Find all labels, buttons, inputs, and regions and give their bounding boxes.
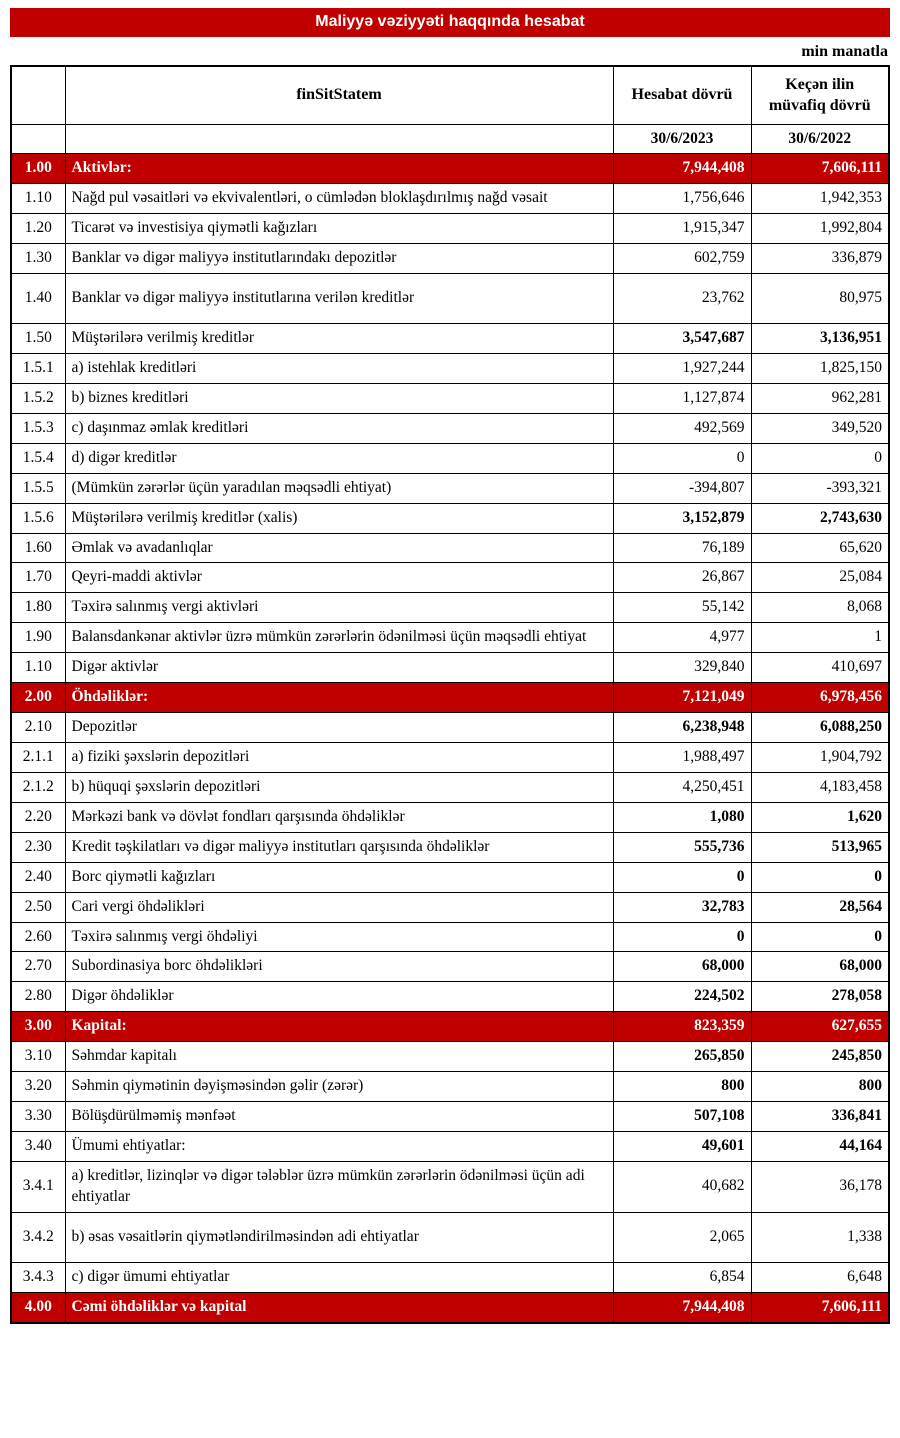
row-label: Aktivlər: xyxy=(65,154,613,184)
row-label: Depozitlər xyxy=(65,713,613,743)
row-label: Cəmi öhdəliklər və kapital xyxy=(65,1292,613,1322)
row-value-current: 1,080 xyxy=(613,802,751,832)
row-code: 2.60 xyxy=(11,922,65,952)
row-code: 1.20 xyxy=(11,214,65,244)
row-value-current: 602,759 xyxy=(613,244,751,274)
row-code: 1.5.3 xyxy=(11,413,65,443)
row-value-current: 3,547,687 xyxy=(613,324,751,354)
row-code: 3.4.3 xyxy=(11,1262,65,1292)
row-value-current: 23,762 xyxy=(613,274,751,324)
table-row xyxy=(11,154,889,184)
table-row xyxy=(11,713,889,743)
row-label: Digər öhdəliklər xyxy=(65,982,613,1012)
row-value-current: 7,121,049 xyxy=(613,683,751,713)
unit-note: min manatla xyxy=(801,43,888,60)
table-row xyxy=(11,383,889,413)
table-row xyxy=(11,533,889,563)
row-value-prior: 28,564 xyxy=(751,892,889,922)
table-row xyxy=(11,772,889,802)
row-value-prior: 68,000 xyxy=(751,952,889,982)
row-label: Səhmdar kapitalı xyxy=(65,1042,613,1072)
row-value-prior: 0 xyxy=(751,922,889,952)
row-code: 2.20 xyxy=(11,802,65,832)
row-code: 1.80 xyxy=(11,593,65,623)
row-code: 3.20 xyxy=(11,1072,65,1102)
row-value-prior: 4,183,458 xyxy=(751,772,889,802)
row-label: Ticarət və investisiya qiymətli kağızları xyxy=(65,214,613,244)
row-code: 2.70 xyxy=(11,952,65,982)
header-code-cell xyxy=(11,66,65,124)
row-code: 2.00 xyxy=(11,683,65,713)
table-row xyxy=(11,1072,889,1102)
row-value-current: 1,127,874 xyxy=(613,383,751,413)
table-row xyxy=(11,274,889,324)
report-title: Maliyyə vəziyyəti haqqında hesabat xyxy=(315,13,585,30)
row-code: 1.40 xyxy=(11,274,65,324)
row-code: 1.5.5 xyxy=(11,473,65,503)
row-label: Subordinasiya borc öhdəlikləri xyxy=(65,952,613,982)
row-label: Kapital: xyxy=(65,1012,613,1042)
row-value-current: 6,854 xyxy=(613,1262,751,1292)
row-code: 1.00 xyxy=(11,154,65,184)
table-body xyxy=(11,154,889,1323)
row-value-prior: 25,084 xyxy=(751,563,889,593)
row-value-current: 68,000 xyxy=(613,952,751,982)
row-label: c) digər ümumi ehtiyatlar xyxy=(65,1262,613,1292)
report-title-bar xyxy=(10,8,890,37)
table-row xyxy=(11,832,889,862)
row-value-current: 800 xyxy=(613,1072,751,1102)
row-code: 2.40 xyxy=(11,862,65,892)
row-label: Əmlak və avadanlıqlar xyxy=(65,533,613,563)
row-label: Banklar və digər maliyyə institutlarındakı depozitlər xyxy=(65,244,613,274)
row-code: 1.5.2 xyxy=(11,383,65,413)
table-row xyxy=(11,593,889,623)
row-code: 1.5.4 xyxy=(11,443,65,473)
table-row xyxy=(11,922,889,952)
row-value-current: 3,152,879 xyxy=(613,503,751,533)
row-value-prior: 962,281 xyxy=(751,383,889,413)
table-row xyxy=(11,443,889,473)
table-row xyxy=(11,1292,889,1322)
row-code: 1.50 xyxy=(11,324,65,354)
row-value-prior: 0 xyxy=(751,443,889,473)
header-dates-row xyxy=(11,124,889,154)
row-value-current: 6,238,948 xyxy=(613,713,751,743)
header-current-period: Hesabat dövrü xyxy=(613,66,751,124)
table-row xyxy=(11,892,889,922)
table-row xyxy=(11,1042,889,1072)
row-value-prior: 7,606,111 xyxy=(751,154,889,184)
row-code: 1.70 xyxy=(11,563,65,593)
row-value-current: 1,756,646 xyxy=(613,184,751,214)
row-value-current: 1,988,497 xyxy=(613,743,751,773)
row-label: Təxirə salınmış vergi aktivləri xyxy=(65,593,613,623)
table-row xyxy=(11,244,889,274)
row-value-prior: 65,620 xyxy=(751,533,889,563)
row-value-current: 76,189 xyxy=(613,533,751,563)
row-value-current: 1,915,347 xyxy=(613,214,751,244)
table-row xyxy=(11,743,889,773)
table-row xyxy=(11,1012,889,1042)
row-value-current: 492,569 xyxy=(613,413,751,443)
row-code: 3.4.2 xyxy=(11,1212,65,1262)
row-value-prior: 1,338 xyxy=(751,1212,889,1262)
row-code: 2.30 xyxy=(11,832,65,862)
row-code: 1.30 xyxy=(11,244,65,274)
row-label: Borc qiymətli kağızları xyxy=(65,862,613,892)
row-label: Təxirə salınmış vergi öhdəliyi xyxy=(65,922,613,952)
row-label: a) istehlak kreditləri xyxy=(65,354,613,384)
financial-position-table xyxy=(10,65,890,1324)
date-prior: 30/6/2022 xyxy=(751,124,889,154)
row-value-current: 1,927,244 xyxy=(613,354,751,384)
row-code: 3.40 xyxy=(11,1132,65,1162)
header-prior-period: Keçən ilin müvafiq dövrü xyxy=(751,66,889,124)
row-label: Bölüşdürülməmiş mənfəət xyxy=(65,1102,613,1132)
row-value-current: 555,736 xyxy=(613,832,751,862)
row-value-prior: 800 xyxy=(751,1072,889,1102)
row-code: 1.60 xyxy=(11,533,65,563)
row-code: 2.1.2 xyxy=(11,772,65,802)
row-code: 1.5.6 xyxy=(11,503,65,533)
table-row xyxy=(11,1212,889,1262)
row-value-prior: 44,164 xyxy=(751,1132,889,1162)
row-label: Digər aktivlər xyxy=(65,653,613,683)
row-value-current: 4,977 xyxy=(613,623,751,653)
table-row xyxy=(11,473,889,503)
row-label: Öhdəliklər: xyxy=(65,683,613,713)
row-value-prior: -393,321 xyxy=(751,473,889,503)
table-row xyxy=(11,1161,889,1212)
row-value-prior: 6,978,456 xyxy=(751,683,889,713)
row-value-current: 7,944,408 xyxy=(613,154,751,184)
row-value-prior: 1,942,353 xyxy=(751,184,889,214)
date-current: 30/6/2023 xyxy=(613,124,751,154)
row-label: Nağd pul vəsaitləri və ekvivalentləri, o cümlədən bloklaşdırılmış nağd vəsait xyxy=(65,184,613,214)
row-value-current: -394,807 xyxy=(613,473,751,503)
table-row xyxy=(11,413,889,443)
row-code: 1.10 xyxy=(11,653,65,683)
table-row xyxy=(11,623,889,653)
row-value-prior: 36,178 xyxy=(751,1161,889,1212)
row-value-current: 4,250,451 xyxy=(613,772,751,802)
row-value-prior: 278,058 xyxy=(751,982,889,1012)
row-value-prior: 6,648 xyxy=(751,1262,889,1292)
row-value-current: 40,682 xyxy=(613,1161,751,1212)
row-label: Banklar və digər maliyyə institutlarına verilən kreditlər xyxy=(65,274,613,324)
row-label: Balansdankənar aktivlər üzrə mümkün zərərlərin ödənilməsi üçün məqsədli ehtiyat xyxy=(65,623,613,653)
row-label: a) fiziki şəxslərin depozitləri xyxy=(65,743,613,773)
row-label: b) hüquqi şəxslərin depozitləri xyxy=(65,772,613,802)
table-row xyxy=(11,802,889,832)
row-value-current: 0 xyxy=(613,443,751,473)
row-value-prior: 6,088,250 xyxy=(751,713,889,743)
header-statement-name: finSitStatem xyxy=(65,66,613,124)
row-value-current: 224,502 xyxy=(613,982,751,1012)
table-row xyxy=(11,952,889,982)
row-value-prior: 336,841 xyxy=(751,1102,889,1132)
table-header xyxy=(11,66,889,154)
row-label: c) daşınmaz əmlak kreditləri xyxy=(65,413,613,443)
row-value-current: 7,944,408 xyxy=(613,1292,751,1322)
row-value-prior: 3,136,951 xyxy=(751,324,889,354)
row-label: Müştərilərə verilmiş kreditlər xyxy=(65,324,613,354)
row-value-prior: 7,606,111 xyxy=(751,1292,889,1322)
row-value-prior: 1,825,150 xyxy=(751,354,889,384)
row-code: 3.30 xyxy=(11,1102,65,1132)
table-row xyxy=(11,184,889,214)
table-row xyxy=(11,324,889,354)
row-label: a) kreditlər, lizinqlər və digər tələblər üzrə mümkün zərərlərin ödənilməsi üçün adi ehtiyatlar xyxy=(65,1161,613,1212)
table-row xyxy=(11,1132,889,1162)
row-value-current: 0 xyxy=(613,862,751,892)
row-label: Qeyri-maddi aktivlər xyxy=(65,563,613,593)
row-value-prior: 410,697 xyxy=(751,653,889,683)
dates-label-cell xyxy=(65,124,613,154)
row-value-prior: 80,975 xyxy=(751,274,889,324)
row-value-prior: 1,620 xyxy=(751,802,889,832)
row-value-prior: 2,743,630 xyxy=(751,503,889,533)
row-value-prior: 1,992,804 xyxy=(751,214,889,244)
row-value-current: 0 xyxy=(613,922,751,952)
row-value-current: 507,108 xyxy=(613,1102,751,1132)
row-value-current: 26,867 xyxy=(613,563,751,593)
table-row xyxy=(11,563,889,593)
row-label: (Mümkün zərərlər üçün yaradılan məqsədli ehtiyat) xyxy=(65,473,613,503)
row-label: Cari vergi öhdəlikləri xyxy=(65,892,613,922)
row-code: 2.80 xyxy=(11,982,65,1012)
dates-code-cell xyxy=(11,124,65,154)
row-value-prior: 336,879 xyxy=(751,244,889,274)
table-row xyxy=(11,982,889,1012)
row-label: Müştərilərə verilmiş kreditlər (xalis) xyxy=(65,503,613,533)
table-row xyxy=(11,683,889,713)
row-value-current: 823,359 xyxy=(613,1012,751,1042)
table-row xyxy=(11,1262,889,1292)
row-code: 3.10 xyxy=(11,1042,65,1072)
table-row xyxy=(11,862,889,892)
row-code: 2.1.1 xyxy=(11,743,65,773)
row-value-prior: 627,655 xyxy=(751,1012,889,1042)
row-code: 1.5.1 xyxy=(11,354,65,384)
row-label: b) əsas vəsaitlərin qiymətləndirilməsindən adi ehtiyatlar xyxy=(65,1212,613,1262)
row-value-current: 32,783 xyxy=(613,892,751,922)
row-value-current: 265,850 xyxy=(613,1042,751,1072)
row-value-prior: 1,904,792 xyxy=(751,743,889,773)
row-value-current: 55,142 xyxy=(613,593,751,623)
table-row xyxy=(11,214,889,244)
row-value-prior: 8,068 xyxy=(751,593,889,623)
table-row xyxy=(11,503,889,533)
table-row xyxy=(11,354,889,384)
table-row xyxy=(11,653,889,683)
row-label: b) biznes kreditləri xyxy=(65,383,613,413)
row-code: 3.00 xyxy=(11,1012,65,1042)
row-code: 1.10 xyxy=(11,184,65,214)
row-code: 2.10 xyxy=(11,713,65,743)
row-value-prior: 513,965 xyxy=(751,832,889,862)
row-value-prior: 349,520 xyxy=(751,413,889,443)
header-names-row xyxy=(11,66,889,124)
row-code: 4.00 xyxy=(11,1292,65,1322)
row-code: 3.4.1 xyxy=(11,1161,65,1212)
row-label: Mərkəzi bank və dövlət fondları qarşısında öhdəliklər xyxy=(65,802,613,832)
row-code: 1.90 xyxy=(11,623,65,653)
row-value-prior: 245,850 xyxy=(751,1042,889,1072)
row-value-prior: 0 xyxy=(751,862,889,892)
table-row xyxy=(11,1102,889,1132)
row-label: Səhmin qiymətinin dəyişməsindən gəlir (zərər) xyxy=(65,1072,613,1102)
row-value-current: 2,065 xyxy=(613,1212,751,1262)
row-label: Kredit təşkilatları və digər maliyyə institutları qarşısında öhdəliklər xyxy=(65,832,613,862)
row-value-current: 49,601 xyxy=(613,1132,751,1162)
row-label: Ümumi ehtiyatlar: xyxy=(65,1132,613,1162)
row-label: d) digər kreditlər xyxy=(65,443,613,473)
row-value-prior: 1 xyxy=(751,623,889,653)
row-value-current: 329,840 xyxy=(613,653,751,683)
row-code: 2.50 xyxy=(11,892,65,922)
